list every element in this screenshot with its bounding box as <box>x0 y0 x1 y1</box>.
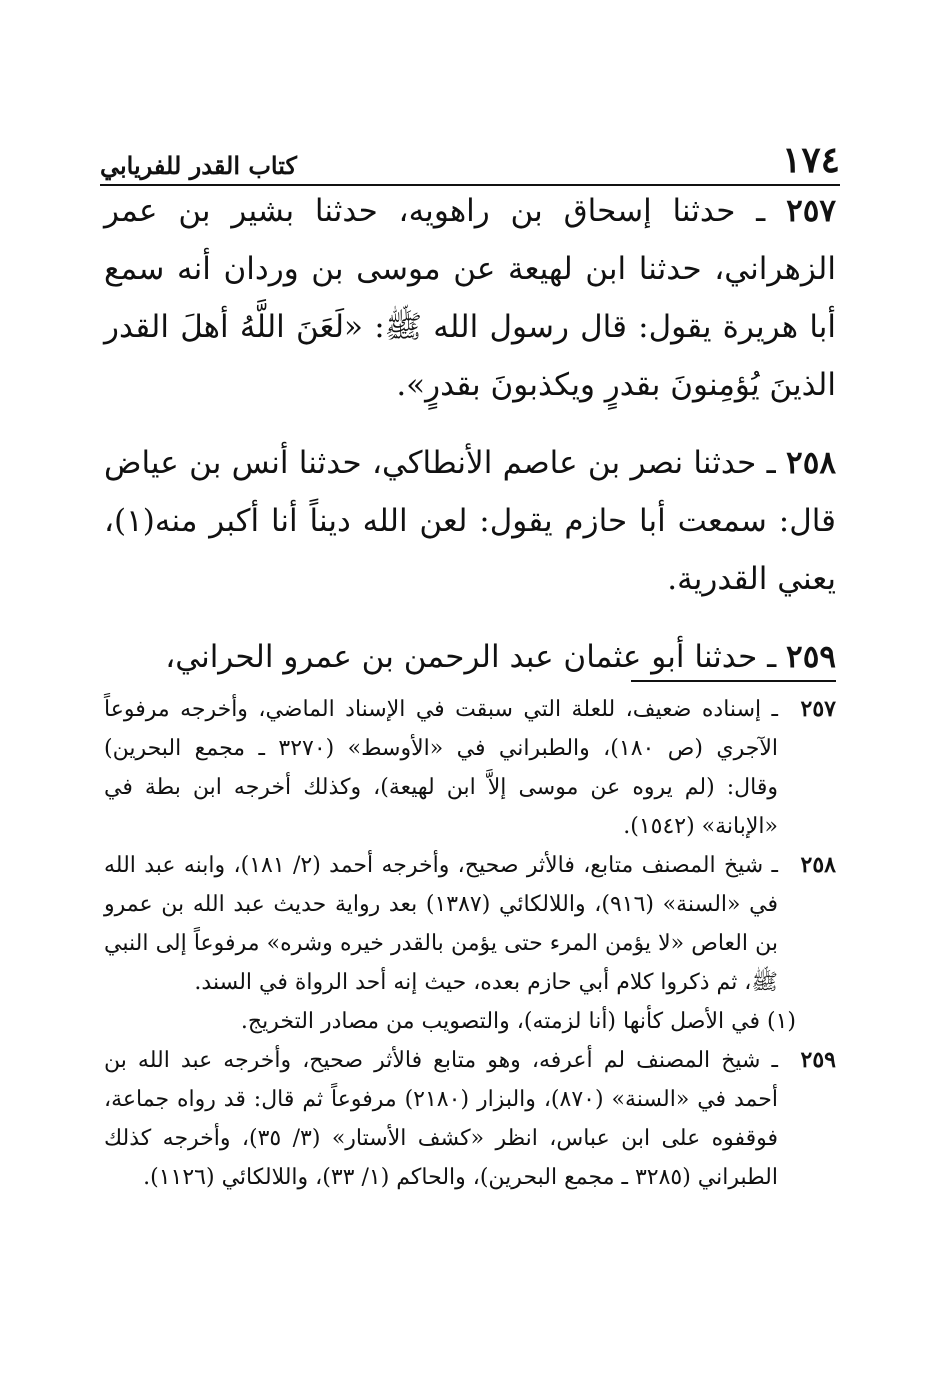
footnote-text: ـ إسناده ضعيف، للعلة التي سبقت في الإسناد الماضي، وأخرجه مرفوعاً الآجري (ص ١٨٠)، والطبراني في «الأوسط» (٣٢٧٠ ـ مجمع البحرين) وقال: (لم يروه عن موسى إلاَّ ابن لهيعة)، وكذلك أخرجه ابن بطة في «الإبانة» (١٥٤٢). <box>104 697 778 839</box>
page-header <box>100 120 840 186</box>
footnote-text: ـ شيخ المصنف متابع، فالأثر صحيح، وأخرجه أحمد (٢/ ١٨١)، وابنه عبد الله في «السنة» (٩١٦)، واللالكائي (١٣٨٧) بعد رواية حديث عبد الله بن عمرو بن العاص «لا يؤمن المرء حتى يؤمن بالقدر خيره وشره» مرفوعاً إلى النبي ﷺ، ثم ذكروا كلام أبي حازم بعده، حيث إنه أحد الرواة في السند. <box>104 853 779 995</box>
footnote-number: ٢٥٨ <box>800 852 836 878</box>
hadith-text: ـ حدثنا نصر بن عاصم الأنطاكي، حدثنا أنس بن عياض قال: سمعت أبا حازم يقول: لعن الله ديناً أنا أكبر منه(١)، يعني القدرية. <box>104 445 836 597</box>
hadith-text: ـ حدثنا أبو عثمان عبد الرحمن بن عمرو الحراني، <box>165 639 777 675</box>
hadith-number: ٢٥٧ <box>786 193 837 229</box>
footnote <box>104 846 836 1002</box>
hadith-text: ـ حدثنا إسحاق بن راهويه، حدثنا بشير بن عمر الزهراني، حدثنا ابن لهيعة عن موسى بن وردان أنه سمع أبا هريرة يقول: قال رسول الله ﷺ: «لَعَنَ اللَّهُ أهلَ القدر الذينَ يُؤمِنونَ بقدرٍ ويكذبونَ بقدرٍ». <box>104 193 836 403</box>
footnote <box>104 690 836 846</box>
footnote <box>104 1041 836 1197</box>
hadith-number: ٢٥٩ <box>786 639 836 675</box>
footnote-number: ٢٥٩ <box>800 1047 836 1073</box>
hadith-paragraph <box>104 182 836 414</box>
footnote-number: ٢٥٧ <box>800 696 836 722</box>
hadith-number: ٢٥٨ <box>786 445 836 481</box>
hadith-paragraph <box>104 434 836 608</box>
footnote-separator <box>631 680 836 682</box>
sub-footnote: (١) في الأصل كأنها (أنا لزمته)، والتصويب من مصادر التخريج. <box>240 1009 796 1034</box>
page-number: ١٧٤ <box>781 139 840 181</box>
footnote-text: ـ شيخ المصنف لم أعرفه، وهو متابع فالأثر صحيح، وأخرجه عبد الله بن أحمد في «السنة» (٨٧٠)، والبزار (٢١٨٠) مرفوعاً ثم قال: قد رواه جماعة، فوقفوه على ابن عباس، انظر «كشف الأستار» (٣/ ٣٥)، وأخرجه كذلك الطبراني (٣٢٨٥ ـ مجمع البحرين)، والحاكم (١/ ٣٣)، واللالكائي (١١٢٦). <box>104 1048 779 1190</box>
footnotes <box>104 690 836 1197</box>
hadith-paragraph <box>104 628 836 686</box>
running-title: كتاب القدر للفريابي <box>100 151 297 180</box>
main-text <box>104 182 836 706</box>
